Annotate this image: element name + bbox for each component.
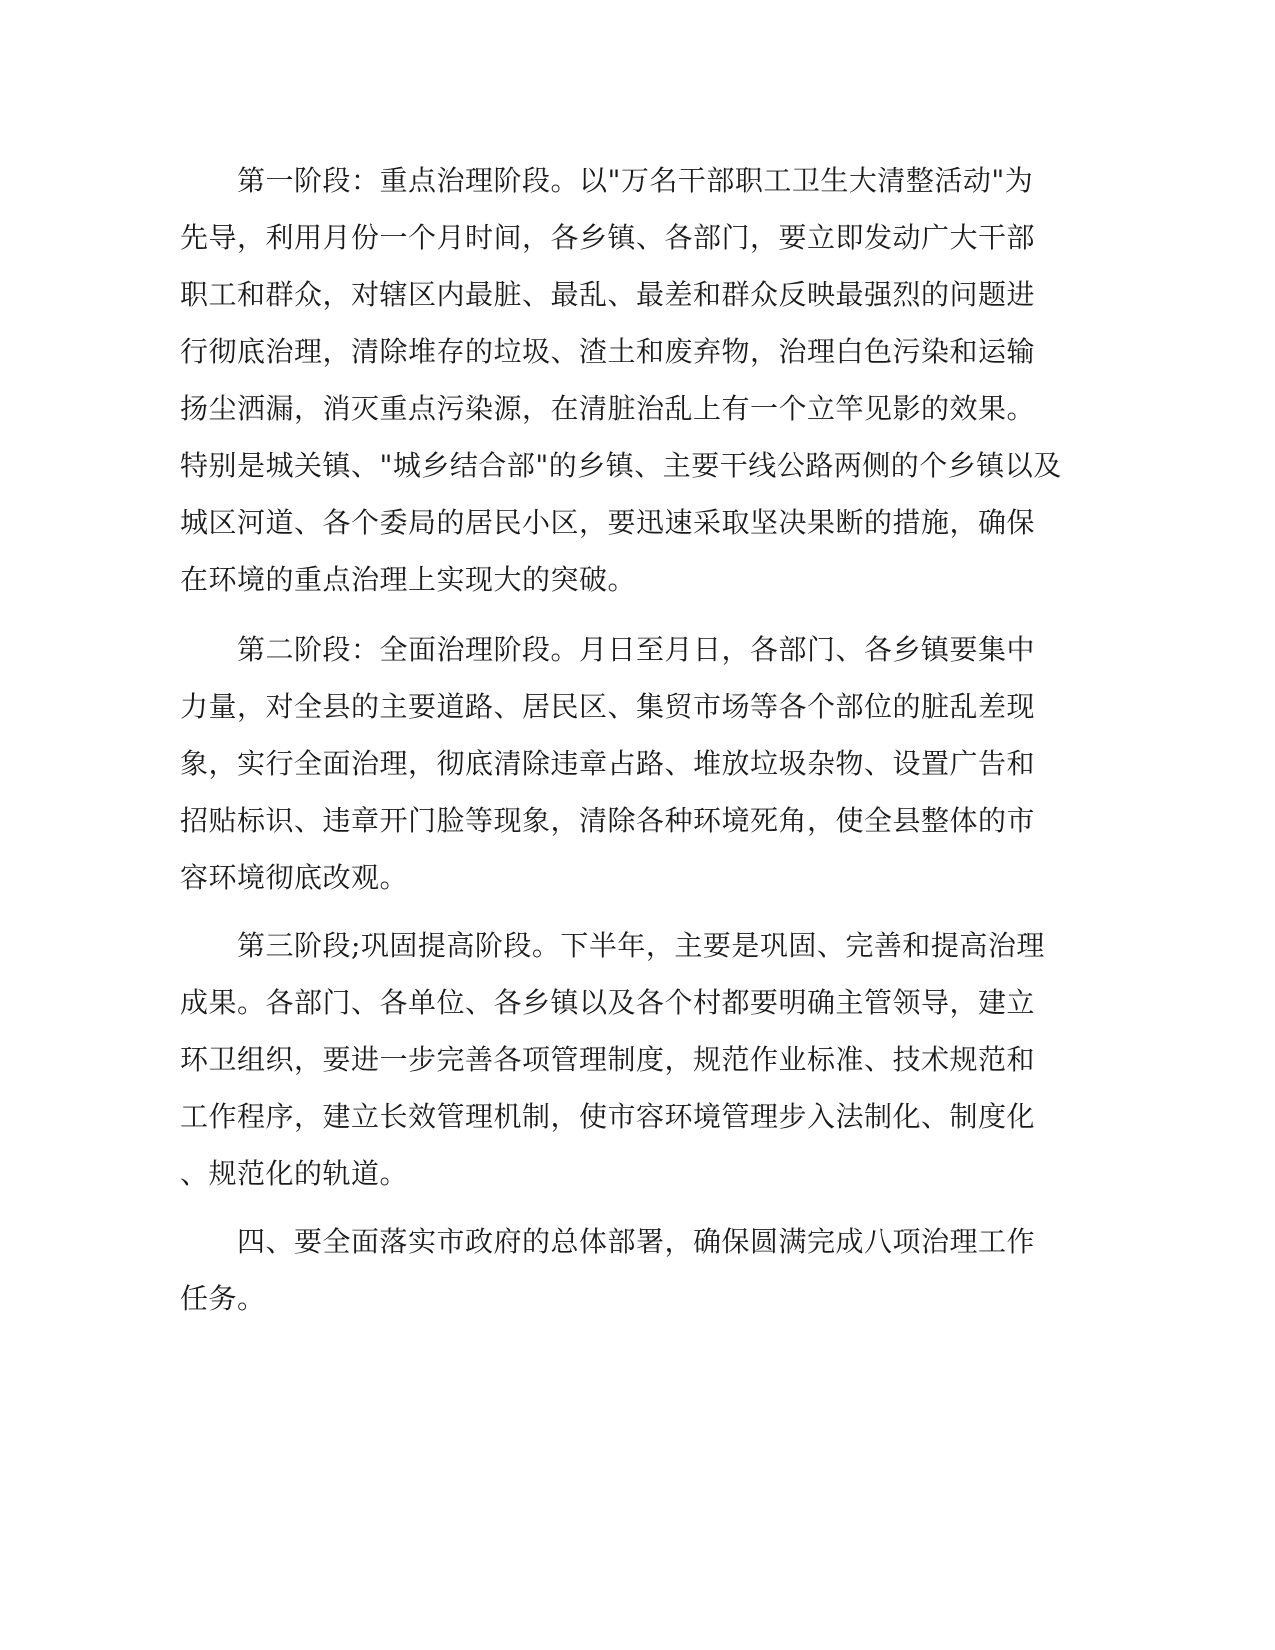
text-line: 第一阶段：重点治理阶段。以"万名干部职工卫生大清整活动"为 bbox=[180, 164, 1034, 197]
text-line: 先导，利用月份一个月时间，各乡镇、各部门，要立即发动广大干部 bbox=[180, 221, 1036, 254]
text-line: 在环境的重点治理上实现大的突破。 bbox=[180, 563, 637, 596]
text-line: 任务。 bbox=[180, 1282, 266, 1315]
text-line: 招贴标识、违章开门脸等现象，清除各种环境死角，使全县整体的市 bbox=[180, 804, 1036, 837]
text-line: 第二阶段：全面治理阶段。月日至月日，各部门、各乡镇要集中 bbox=[180, 633, 1036, 666]
text-line: 环卫组织，要进一步完善各项管理制度，规范作业标准、技术规范和 bbox=[180, 1043, 1036, 1076]
text-line: 容环境彻底改观。 bbox=[180, 861, 409, 894]
text-line: 力量，对全县的主要道路、居民区、集贸市场等各个部位的脏乱差现 bbox=[180, 690, 1036, 723]
text-line: 工作程序，建立长效管理机制，使市容环境管理步入法制化、制度化 bbox=[180, 1100, 1036, 1133]
text-line: 四、要全面落实市政府的总体部署，确保圆满完成八项治理工作 bbox=[180, 1225, 1036, 1258]
text-line: 、规范化的轨道。 bbox=[180, 1157, 409, 1190]
text-line: 象，实行全面治理，彻底清除违章占路、堆放垃圾杂物、设置广告和 bbox=[180, 747, 1036, 780]
text-line: 行彻底治理，清除堆存的垃圾、渣土和废弃物，治理白色污染和运输 bbox=[180, 335, 1036, 368]
text-line: 第三阶段;巩固提高阶段。下半年，主要是巩固、完善和提高治理 bbox=[180, 929, 1045, 962]
text-line: 特别是城关镇、"城乡结合部"的乡镇、主要干线公路两侧的个乡镇以及 bbox=[180, 449, 1062, 482]
text-line: 职工和群众，对辖区内最脏、最乱、最差和群众反映最强烈的问题进 bbox=[180, 278, 1036, 311]
text-line: 城区河道、各个委局的居民小区，要迅速采取坚决果断的措施，确保 bbox=[180, 506, 1036, 539]
text-line: 扬尘洒漏，消灭重点污染源，在清脏治乱上有一个立竿见影的效果。 bbox=[180, 392, 1036, 425]
text-line: 成果。各部门、各单位、各乡镇以及各个村都要明确主管领导，建立 bbox=[180, 986, 1036, 1019]
